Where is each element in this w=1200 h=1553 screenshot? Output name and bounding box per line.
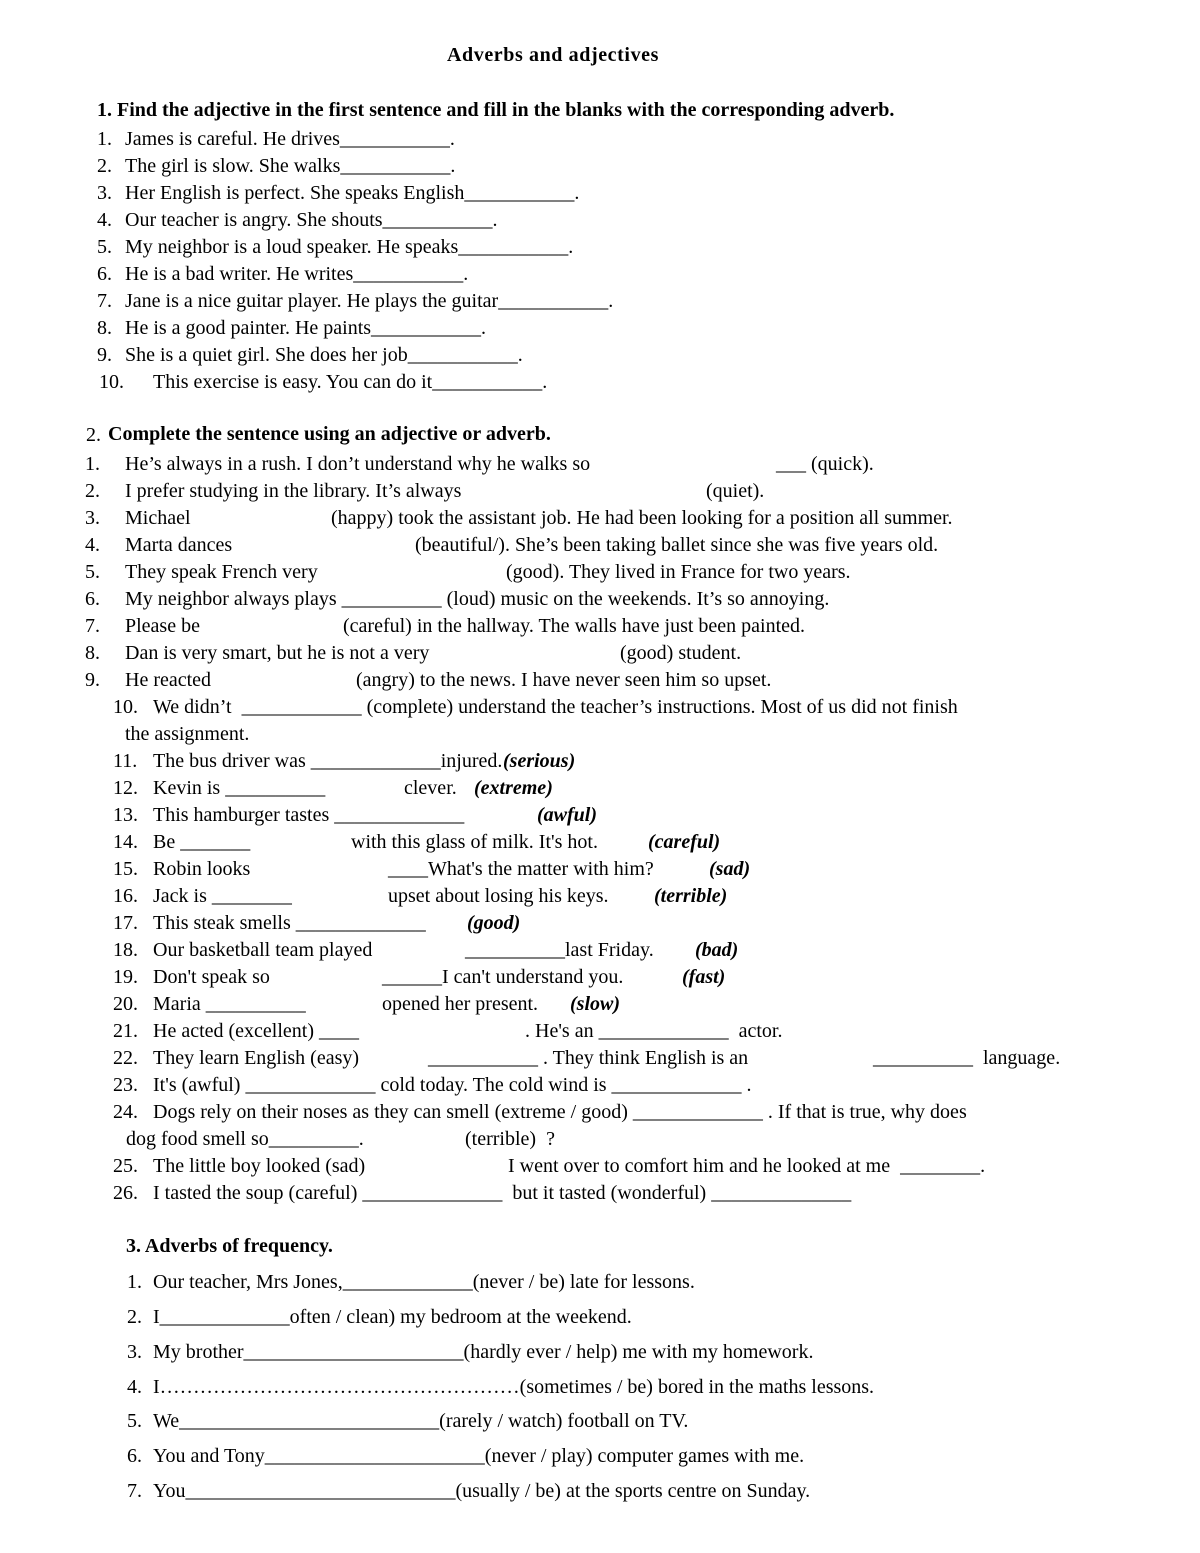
exercise-sentence: They learn English (easy): [153, 1047, 360, 1069]
item-number: 23.: [113, 1074, 138, 1096]
exercise-sentence: Jane is a nice guitar player. He plays the guitar___________.: [125, 290, 614, 312]
item-number: 2.: [127, 1306, 142, 1328]
item-number: 5.: [97, 236, 112, 258]
exercise-sentence: Our teacher is angry. She shouts___________.: [125, 209, 498, 231]
item-number: 8.: [85, 642, 100, 664]
exercise-sentence: You___________________________(usually / be) at the sports centre on Sunday.: [153, 1480, 811, 1502]
exercise-sentence: It's (awful) _____________ cold today. The cold wind is _____________ .: [153, 1074, 752, 1096]
exercise-sentence: I tasted the soup (careful) ______________ but it tasted (wonderful) ______________: [153, 1182, 852, 1204]
item-number: 5.: [127, 1410, 142, 1432]
item-number: 3.: [97, 182, 112, 204]
item-number: 13.: [113, 804, 138, 826]
item-number: 1.: [97, 128, 112, 150]
exercise-sentence-continuation: (happy) took the assistant job. He had been looking for a position all summer.: [331, 507, 953, 529]
exercise-sentence-continuation: the assignment.: [125, 723, 250, 745]
item-number: 7.: [97, 290, 112, 312]
item-number: 17.: [113, 912, 138, 934]
item-number: 2.: [85, 480, 100, 502]
item-number: 9.: [85, 669, 100, 691]
exercise-sentence: He is a good painter. He paints___________.: [125, 317, 487, 339]
exercise-sentence-continuation: ___ (quick).: [776, 453, 874, 475]
item-number: 8.: [97, 317, 112, 339]
exercise-sentence-continuation: __________last Friday.: [465, 939, 654, 961]
exercise-sentence-continuation: (beautiful/). She’s been taking ballet since she was five years old.: [415, 534, 939, 556]
item-number: 16.: [113, 885, 138, 907]
item-number: 11.: [113, 750, 138, 772]
item-number: 24.: [113, 1101, 138, 1123]
item-number: 1.: [127, 1271, 142, 1293]
exercise-sentence-continuation: with this glass of milk. It's hot.: [351, 831, 598, 853]
word-hint: (serious): [503, 750, 576, 772]
item-number: 19.: [113, 966, 138, 988]
exercise-sentence: My brother______________________(hardly ever / help) me with my homework.: [153, 1341, 814, 1363]
word-hint: (good): [467, 912, 521, 934]
word-hint: (careful): [648, 831, 721, 853]
item-number: 22.: [113, 1047, 138, 1069]
exercise-sentence: Please be: [125, 615, 200, 637]
section-2-heading: Complete the sentence using an adjective or adverb.: [108, 423, 551, 445]
exercise-sentence-continuation: (quiet).: [706, 480, 765, 502]
exercise-sentence-continuation: dog food smell so_________.: [126, 1128, 364, 1150]
exercise-sentence-continuation: opened her present.: [382, 993, 539, 1015]
page-title: Adverbs and adjectives: [446, 44, 660, 66]
item-number: 3.: [127, 1341, 142, 1363]
item-number: 10.: [99, 371, 124, 393]
exercise-sentence-continuation: __________ language.: [873, 1047, 1061, 1069]
section-1-heading: 1. Find the adjective in the first sentence and fill in the blanks with the corresponding adverb.: [97, 99, 895, 121]
exercise-sentence: Don't speak so: [153, 966, 270, 988]
section-3-heading: 3. Adverbs of frequency.: [126, 1235, 333, 1257]
exercise-sentence: I_____________often / clean) my bedroom at the weekend.: [153, 1306, 632, 1328]
exercise-sentence: Marta dances: [125, 534, 233, 556]
exercise-sentence: You and Tony______________________(never / play) computer games with me.: [153, 1445, 805, 1467]
exercise-sentence: Robin looks: [153, 858, 251, 880]
exercise-sentence: I………………………………………………(sometimes / be) bored in the maths lessons.: [153, 1376, 875, 1398]
item-number: 2.: [97, 155, 112, 177]
item-number: 10.: [113, 696, 138, 718]
item-number: 9.: [97, 344, 112, 366]
exercise-sentence: I prefer studying in the library. It’s always: [125, 480, 462, 502]
item-number: 4.: [85, 534, 100, 556]
exercise-sentence: Dogs rely on their noses as they can smell (extreme / good) _____________ . If that is true, why does: [153, 1101, 967, 1123]
exercise-sentence-continuation: (good) student.: [620, 642, 742, 664]
exercise-sentence-continuation: ____What's the matter with him?: [388, 858, 654, 880]
word-hint: (fast): [682, 966, 726, 988]
word-hint: (slow): [570, 993, 620, 1015]
exercise-sentence: Maria __________: [153, 993, 306, 1015]
word-hint: (sad): [709, 858, 751, 880]
item-number: 21.: [113, 1020, 138, 1042]
exercise-sentence-continuation: (angry) to the news. I have never seen him so upset.: [356, 669, 772, 691]
item-number: 18.: [113, 939, 138, 961]
item-number: 7.: [127, 1480, 142, 1502]
item-number: 26.: [113, 1182, 138, 1204]
word-hint: (extreme): [474, 777, 553, 799]
exercise-sentence: This steak smells _____________: [153, 912, 426, 934]
item-number: 5.: [85, 561, 100, 583]
exercise-sentence-continuation: clever.: [404, 777, 457, 799]
exercise-sentence: We didn’t ____________ (complete) understand the teacher’s instructions. Most of us did not finish: [153, 696, 958, 718]
exercise-sentence: This exercise is easy. You can do it___________.: [153, 371, 548, 393]
exercise-sentence: Michael: [125, 507, 191, 529]
exercise-sentence: He reacted: [125, 669, 212, 691]
item-number: 6.: [97, 263, 112, 285]
exercise-sentence-continuation: ___________ . They think English is an: [428, 1047, 749, 1069]
word-hint: (awful): [537, 804, 597, 826]
exercise-sentence-continuation: I went over to comfort him and he looked at me ________.: [508, 1155, 986, 1177]
item-number: 6.: [85, 588, 100, 610]
item-number: 4.: [97, 209, 112, 231]
exercise-sentence: Dan is very smart, but he is not a very: [125, 642, 430, 664]
item-number: 1.: [85, 453, 100, 475]
exercise-sentence: Kevin is __________: [153, 777, 326, 799]
exercise-sentence: He acted (excellent) ____: [153, 1020, 360, 1042]
item-number: 12.: [113, 777, 138, 799]
exercise-sentence-continuation: (good). They lived in France for two years.: [506, 561, 851, 583]
exercise-sentence: Her English is perfect. She speaks English___________.: [125, 182, 580, 204]
exercise-sentence: We__________________________(rarely / watch) football on TV.: [153, 1410, 689, 1432]
exercise-sentence: The bus driver was _____________injured.: [153, 750, 503, 772]
item-number: 15.: [113, 858, 138, 880]
exercise-sentence: My neighbor is a loud speaker. He speaks___________.: [125, 236, 574, 258]
exercise-sentence: My neighbor always plays __________ (loud) music on the weekends. It’s so annoying.: [125, 588, 830, 610]
exercise-sentence: They speak French very: [125, 561, 318, 583]
exercise-sentence: Our teacher, Mrs Jones,_____________(never / be) late for lessons.: [153, 1271, 695, 1293]
item-number: 3.: [85, 507, 100, 529]
item-number: 25.: [113, 1155, 138, 1177]
exercise-sentence: He is a bad writer. He writes___________.: [125, 263, 469, 285]
item-number: 4.: [127, 1376, 142, 1398]
exercise-sentence: She is a quiet girl. She does her job___________.: [125, 344, 523, 366]
exercise-sentence-continuation: . He's an _____________ actor.: [525, 1020, 783, 1042]
exercise-sentence-continuation: (terrible) ?: [465, 1128, 555, 1150]
section-2-heading-number: 2.: [86, 424, 101, 446]
exercise-sentence-continuation: ______I can't understand you.: [382, 966, 624, 988]
word-hint: (bad): [695, 939, 739, 961]
exercise-sentence-continuation: (careful) in the hallway. The walls have just been painted.: [343, 615, 806, 637]
item-number: 7.: [85, 615, 100, 637]
item-number: 6.: [127, 1445, 142, 1467]
exercise-sentence-continuation: upset about losing his keys.: [388, 885, 609, 907]
exercise-sentence: The little boy looked (sad): [153, 1155, 366, 1177]
exercise-sentence: The girl is slow. She walks___________.: [125, 155, 456, 177]
exercise-sentence: Be _______: [153, 831, 251, 853]
item-number: 14.: [113, 831, 138, 853]
word-hint: (terrible): [654, 885, 728, 907]
item-number: 20.: [113, 993, 138, 1015]
exercise-sentence: James is careful. He drives___________.: [125, 128, 455, 150]
exercise-sentence: This hamburger tastes _____________: [153, 804, 465, 826]
exercise-sentence: He’s always in a rush. I don’t understand why he walks so: [125, 453, 591, 475]
exercise-sentence: Jack is ________: [153, 885, 292, 907]
exercise-sentence: Our basketball team played: [153, 939, 373, 961]
